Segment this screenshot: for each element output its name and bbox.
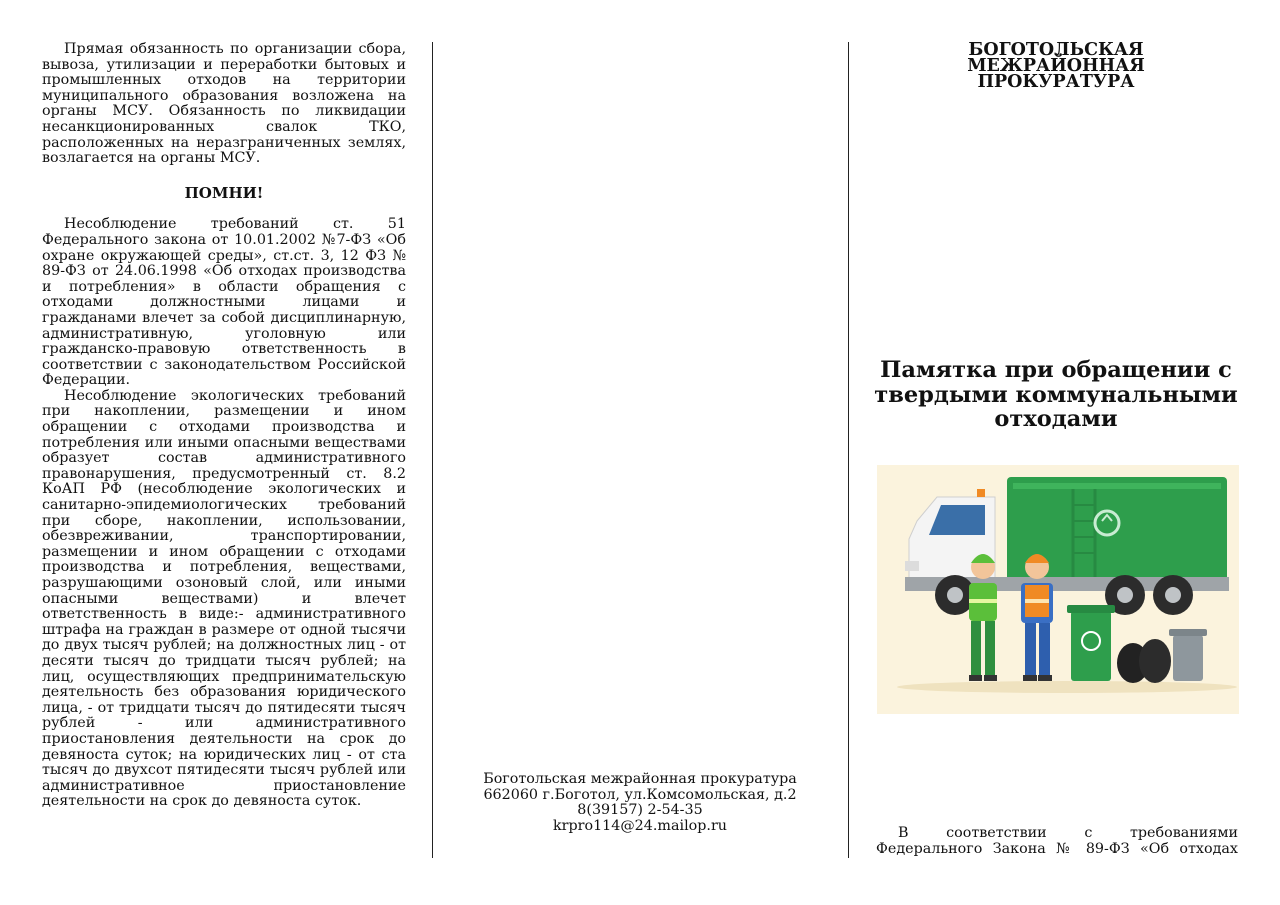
contact-block (470, 772, 810, 834)
contact-org: Боготольская межрайонная прокуратура (483, 771, 797, 787)
memo-title-line: отходами (994, 406, 1118, 432)
org-title-line: БОГОТОЛЬСКАЯ (968, 40, 1144, 60)
law-reference-line: Федерального Закона № 89-ФЗ «Об отходах (876, 840, 1238, 857)
left-column (42, 42, 406, 810)
remember-heading: ПОМНИ! (184, 183, 264, 202)
fold-divider-left (432, 42, 433, 858)
law-reference-line: В соответствии с требованиями (898, 825, 1238, 841)
law-reference-text (876, 826, 1238, 857)
memo-title-line: Памятка при обращении с (880, 357, 1232, 383)
contact-phone: 8(39157) 2-54-35 (577, 802, 703, 819)
memo-title (868, 358, 1244, 432)
liability-paragraph: Несоблюдение требований ст. 51 Федерального закона от 10.01.2002 №7-ФЗ «Об охране окружающей среды», ст.ст. 3, 12 ФЗ № 89-ФЗ от 24.06.1998 «Об отходах производства и потребления» в области обращения с отходами должностными лицами и гражданами влечет за собой дисциплинарную, административную, уголовную или гражданско-правовую ответственность в соответствии с законодательством Российской Федерации. (42, 216, 406, 389)
organization-title (880, 42, 1232, 90)
contact-email: krpro114@24.mailop.ru (553, 817, 727, 834)
memo-title-line: твердыми коммунальными (874, 381, 1238, 408)
org-title-line: МЕЖРАЙОННАЯ (967, 56, 1145, 76)
org-title-line: ПРОКУРАТУРА (977, 72, 1135, 92)
contact-address: 662060 г.Боготол, ул.Комсомольская, д.2 (483, 786, 797, 803)
intro-paragraph: Прямая обязанность по организации сбора, вывоза, утилизации и переработки бытовых и промышленных отходов на территории муниципального образования возложена на органы МСУ. Обязанность по ликвидации несанкционированных свалок ТКО, расположенных на неразграниченных землях, возлагается на органы МСУ. (42, 41, 406, 167)
garbage-truck-workers-illustration (877, 465, 1239, 714)
violation-paragraph: Несоблюдение экологических требований при накоплении, размещении и ином обращении с отходами производства и потребления или иными опасными веществами образует состав административного правонарушения, предусмотренный ст. 8.2 КоАП РФ (несоблюдение экологических и санитарно-эпидемиологических требований при сборе, накоплении, использовании, обезвреживании, транспортировании, размещении и ином обращении с отходами производства и потребления, веществами, разрушающими озоновый слой, или иными опасными веществами) и влечет ответственность в виде:- административного штрафа на граждан в размере от одной тысячи до двух тысяч рублей; на должностных лиц - от десяти тысяч до тридцати тысяч рублей; на лиц, осуществляющих предпринимательскую деятельность без образования юридического лица, - от тридцати тысяч до пятидесяти тысяч рублей - или административного приостановления деятельности на срок до девяноста суток; на юридических лиц - от ста тысяч до двухсот пятидесяти тысяч рублей или административное приостановление деятельности на срок до девяноста суток. (42, 387, 406, 810)
fold-divider-right (848, 42, 849, 858)
